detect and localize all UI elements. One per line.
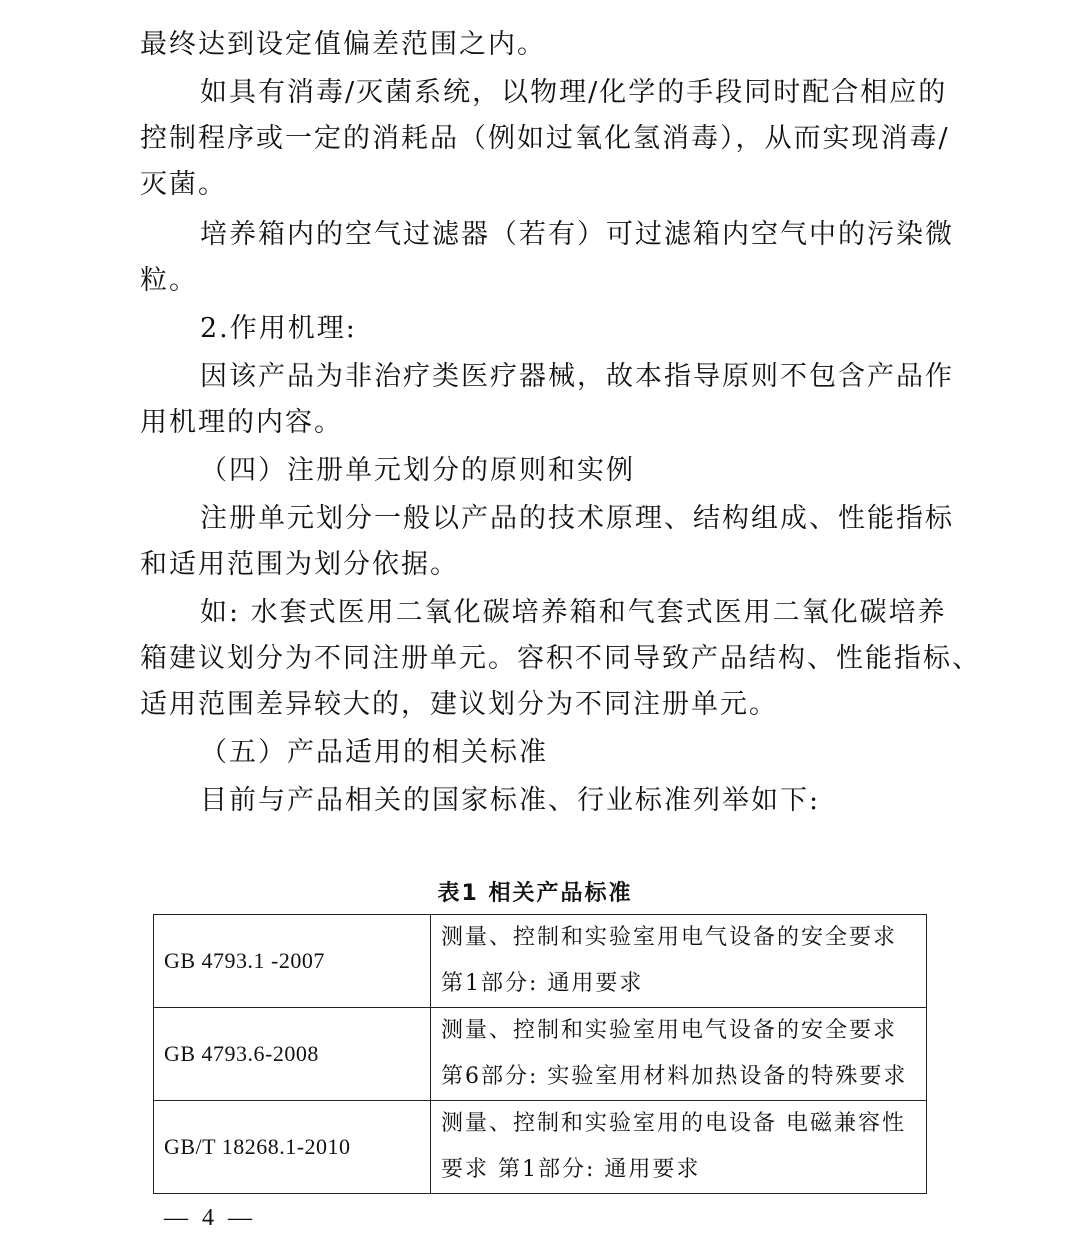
text-line: 箱建议划分为不同注册单元。容积不同导致产品结构、性能指标、 — [140, 643, 981, 674]
text-line: （五）产品适用的相关标准 — [200, 737, 548, 768]
text-line: 2.作用机理: — [200, 313, 357, 344]
page-number: — 4 — — [164, 1205, 256, 1231]
standard-code: GB/T 18268.1-2010 — [154, 1101, 431, 1194]
description-line: 测量、控制和实验室用电气设备的安全要求 — [441, 925, 898, 950]
paragraph — [140, 496, 954, 588]
table-row — [154, 1008, 927, 1101]
standard-code: GB 4793.6-2008 — [154, 1008, 431, 1101]
text-line: 控制程序或一定的消耗品（例如过氧化氢消毒），从而实现消毒/ — [140, 123, 950, 154]
text-line: （四）注册单元划分的原则和实例 — [200, 455, 635, 486]
standard-description — [431, 1008, 927, 1101]
paragraph — [140, 590, 981, 728]
text-line: 粒。 — [140, 265, 198, 296]
description-line: 要求 第1部分: 通用要求 — [441, 1157, 701, 1182]
paragraph — [140, 778, 940, 824]
text-line: 因该产品为非治疗类医疗器械，故本指导原则不包含产品作 — [200, 361, 954, 392]
table-title: 表1 相关产品标准 — [437, 881, 633, 906]
standards-table — [153, 914, 927, 1194]
text-line: 和适用范围为划分依据。 — [140, 549, 459, 580]
section-heading — [140, 730, 940, 776]
table-row — [154, 915, 927, 1008]
standard-code: GB 4793.1 -2007 — [154, 915, 431, 1008]
text-line: 注册单元划分一般以产品的技术原理、结构组成、性能指标 — [200, 503, 954, 534]
text-line: 灭菌。 — [140, 169, 227, 200]
description-line: 第6部分: 实验室用材料加热设备的特殊要求 — [441, 1064, 908, 1089]
paragraph — [140, 22, 940, 68]
text-line: 最终达到设定值偏差范围之内。 — [140, 29, 546, 60]
section-subheading — [140, 306, 940, 352]
description-line: 测量、控制和实验室用电气设备的安全要求 — [441, 1018, 898, 1043]
description-line: 第1部分: 通用要求 — [441, 971, 644, 996]
description-line: 测量、控制和实验室用的电设备 电磁兼容性 — [441, 1111, 906, 1136]
text-line: 适用范围差异较大的，建议划分为不同注册单元。 — [140, 689, 778, 720]
paragraph — [140, 70, 950, 208]
text-line: 如具有消毒/灭菌系统，以物理/化学的手段同时配合相应的 — [200, 77, 948, 108]
standard-description — [431, 1101, 927, 1194]
text-line: 如: 水套式医用二氧化碳培养箱和气套式医用二氧化碳培养 — [200, 597, 947, 628]
paragraph — [140, 354, 954, 446]
text-line: 培养箱内的空气过滤器（若有）可过滤箱内空气中的污染微 — [200, 219, 954, 250]
text-line: 用机理的内容。 — [140, 407, 343, 438]
text-line: 目前与产品相关的国家标准、行业标准列举如下: — [200, 785, 821, 816]
standard-description — [431, 915, 927, 1008]
paragraph — [140, 212, 954, 304]
table-row — [154, 1101, 927, 1194]
section-heading — [140, 448, 940, 494]
